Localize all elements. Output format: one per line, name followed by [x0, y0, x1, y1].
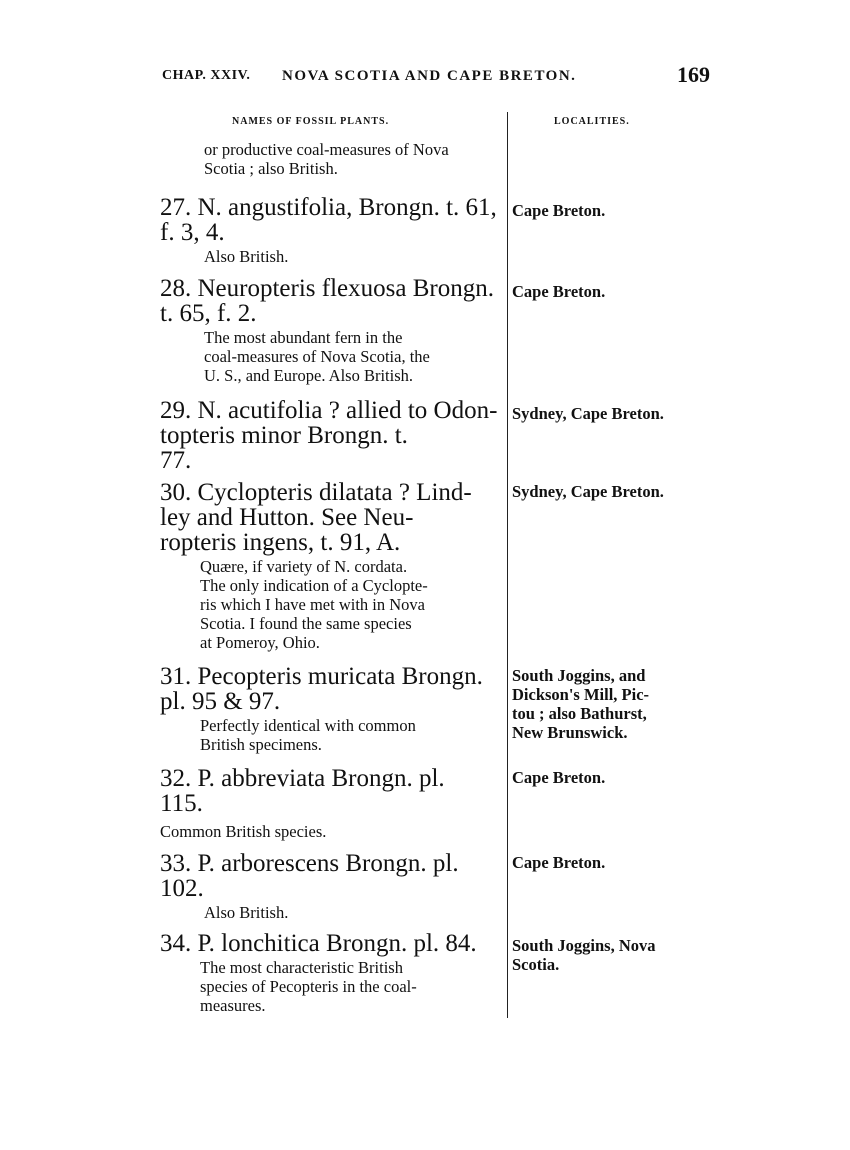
column-divider — [507, 112, 508, 1018]
running-head — [162, 62, 710, 88]
locality-28: Cape Breton. — [512, 282, 606, 301]
entry-note: Quære, if variety of N. cordata. The only indication of a Cyclopte- ris which I have met with in Nova Scotia. I found the same species at Pomeroy, Ohio. — [200, 557, 428, 652]
entry-note: The most characteristic British species of Pecopteris in the coal- measures. — [200, 958, 417, 1015]
locality-30: Sydney, Cape Breton. — [512, 482, 664, 501]
entry-name: 34. P. lonchitica Brongn. pl. 84. — [160, 930, 477, 957]
entry-30 — [160, 480, 505, 652]
locality-27: Cape Breton. — [512, 201, 606, 220]
entry-name: 32. P. abbreviata Brongn. pl. 115. — [160, 765, 445, 817]
entry-name: 28. Neuropteris flexuosa Brongn. t. 65, f. 2. — [160, 275, 494, 327]
entry-name: 33. P. arborescens Brongn. pl. 102. — [160, 850, 459, 902]
entry-31 — [160, 664, 505, 754]
column-heading-names: NAMES OF FOSSIL PLANTS. — [232, 116, 390, 127]
locality-31: South Joggins, and Dickson's Mill, Pic- tou ; also Bathurst, New Brunswick. — [512, 666, 650, 742]
page-number: 169 — [677, 62, 710, 87]
locality-32: Cape Breton. — [512, 768, 606, 787]
chapter-label: CHAP. XXIV. — [162, 68, 251, 83]
entry-note: Also British. — [204, 247, 289, 266]
entry-29 — [160, 398, 505, 473]
entry-note: Common British species. — [160, 822, 327, 841]
entry-27 — [160, 195, 505, 266]
entry-34 — [160, 931, 505, 1015]
locality-34: South Joggins, Nova Scotia. — [512, 936, 656, 974]
entry-name: 31. Pecopteris muricata Brongn. pl. 95 & 97. — [160, 663, 483, 715]
locality-33: Cape Breton. — [512, 853, 606, 872]
locality-29: Sydney, Cape Breton. — [512, 404, 664, 423]
continuation-text: or productive coal-measures of Nova Scotia ; also British. — [204, 140, 449, 178]
entry-33 — [160, 851, 505, 922]
entry-name: 27. N. angustifolia, Brongn. t. 61, f. 3, 4. — [160, 194, 497, 246]
column-heading-localities: LOCALITIES. — [554, 116, 630, 127]
entry-name: 30. Cyclopteris dilatata ? Lind- ley and Hutton. See Neu- ropteris ingens, t. 91, A. — [160, 479, 472, 556]
entry-32 — [160, 766, 505, 841]
entry-note: Also British. — [204, 903, 289, 922]
chapter-title: NOVA SCOTIA AND CAPE BRETON. — [282, 68, 577, 84]
entry-note: The most abundant fern in the coal-measures of Nova Scotia, the U. S., and Europe. Also British. — [204, 328, 430, 385]
entry-name: 29. N. acutifolia ? allied to Odon- topteris minor Brongn. t. 77. — [160, 397, 498, 474]
entry-note: Perfectly identical with common British specimens. — [200, 716, 416, 754]
entry-28 — [160, 276, 505, 385]
